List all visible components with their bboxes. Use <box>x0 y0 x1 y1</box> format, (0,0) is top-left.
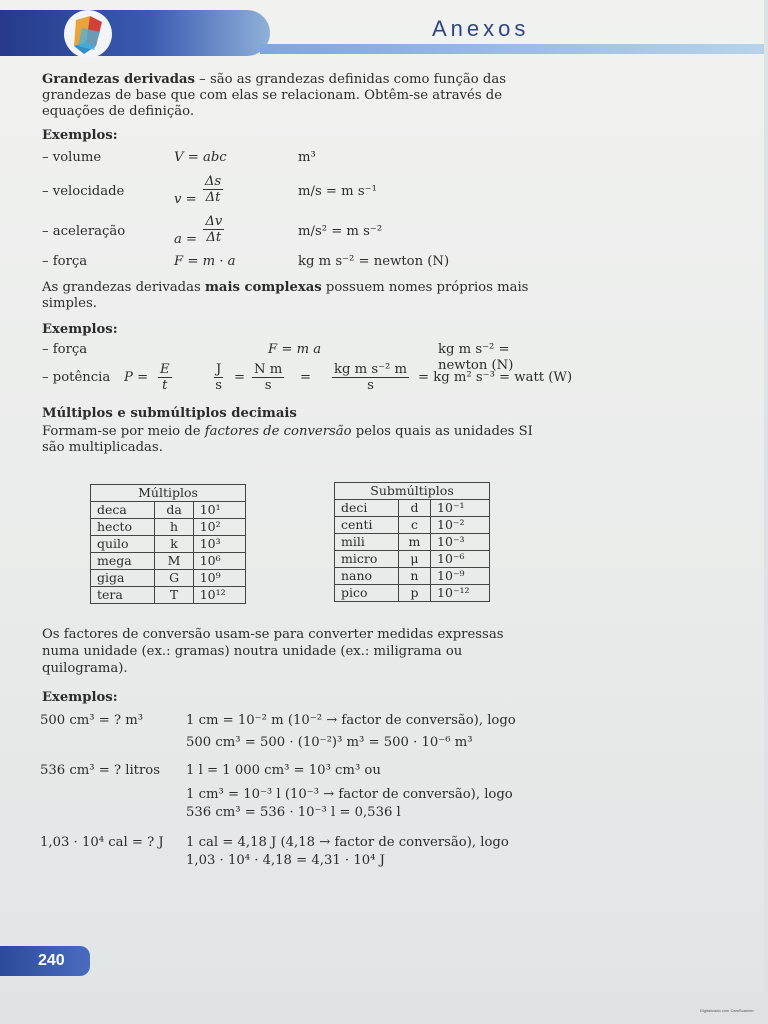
example-row-volume: – volume V = abc m³ <box>42 150 316 165</box>
page-content <box>42 72 573 456</box>
complex-paragraph: As grandezas derivadas mais complexas possuem nomes próprios mais simples. <box>42 280 529 311</box>
table-row: mili m 10⁻³ <box>335 534 490 551</box>
table-row: centi c 10⁻² <box>335 517 490 534</box>
examples-label-3: Exemplos: <box>42 690 118 705</box>
scanner-watermark: Digitalizado com CamScanner <box>700 1008 754 1013</box>
submultiplos-table <box>334 482 490 602</box>
complex-row-potencia: – potência P = $\frac{E}{t}$ $\frac{J}{s}$ = $\frac{\text{N m}}{s}$ = $\frac{\text{kg m s⁻² m}}{s}$ = kg m² s⁻³ = watt (W) <box>42 362 573 393</box>
multiplos-table <box>90 484 246 604</box>
conversion-example: 1,03 · 10⁴ cal = ? J 1 cal = 4,18 J (4,18 → factor de conversão), logo 1,03 · 10⁴ · 4,18 = 4,31 · 10⁴ J <box>40 835 509 868</box>
fraction: $\frac{\text{N m}}{s}$ <box>254 362 283 393</box>
table-row: pico p 10⁻¹² <box>335 585 490 602</box>
conversion-paragraph: Os factores de conversão usam-se para converter medidas expressas numa unidade (ex.: gramas) noutra unidade (ex.: miligrama ou quilograma). <box>42 627 504 676</box>
table-row: mega M 10⁶ <box>91 553 246 570</box>
multiplos-title: Múltiplos <box>91 485 246 502</box>
fraction: $\frac{J}{s}$ <box>215 362 223 393</box>
fraction: $\frac{\Delta v}{\Delta t}$ <box>205 214 223 245</box>
example-row-aceleracao: – aceleração a = $\frac{\Delta v}{\Delta t}$ m/s² = m s⁻² <box>42 214 383 247</box>
derived-text: – são as grandezas definidas como função das grandezas de base que com elas se relacionam. Obtêm-se através de equações de definição. <box>42 72 506 119</box>
derived-term: Grandezas derivadas <box>42 72 195 87</box>
table-row: deca da 10¹ <box>91 502 246 519</box>
header-bar <box>0 10 270 56</box>
table-row: quilo k 10³ <box>91 536 246 553</box>
book-logo-icon <box>56 6 120 60</box>
conversion-example: 500 cm³ = ? m³ 1 cm = 10⁻² m (10⁻² → factor de conversão), logo 500 cm³ = 500 · (10⁻²)³ m³ = 500 · 10⁻⁶ m³ <box>40 713 516 750</box>
table-row: giga G 10⁹ <box>91 570 246 587</box>
fraction: $\frac{\Delta s}{\Delta t}$ <box>204 174 222 205</box>
fraction: $\frac{\text{kg m s⁻² m}}{s}$ <box>334 362 408 393</box>
table-row: micro μ 10⁻⁶ <box>335 551 490 568</box>
conversion-example: 536 cm³ = ? litros 1 l = 1 000 cm³ = 10³ cm³ ou 1 cm³ = 10⁻³ l (10⁻³ → factor de conversão), logo 536 cm³ = 536 · 10⁻³ l = 0,536 l <box>40 763 513 820</box>
examples-label-2: Exemplos: <box>42 322 118 337</box>
page-number: 240 <box>0 946 90 976</box>
example-row-forca: – força F = m · a kg m s⁻² = newton (N) <box>42 254 450 269</box>
table-row: tera T 10¹² <box>91 587 246 604</box>
multiples-paragraph: Formam-se por meio de factores de conversão pelos quais as unidades SI são multiplicadas. <box>42 424 533 455</box>
examples-label: Exemplos: <box>42 128 118 143</box>
example-row-velocidade: – velocidade v = $\frac{\Delta s}{\Delta t}$ m/s = m s⁻¹ <box>42 174 377 207</box>
table-row: deci d 10⁻¹ <box>335 500 490 517</box>
derived-definition <box>42 72 542 120</box>
fraction: $\frac{E}{t}$ <box>160 362 170 393</box>
table-row: hecto h 10² <box>91 519 246 536</box>
submultiplos-title: Submúltiplos <box>335 483 490 500</box>
complex-row-forca: – força F = m a kg m s⁻² = newton (N) <box>42 342 514 373</box>
header-line <box>260 44 764 54</box>
conversion-section <box>42 626 542 874</box>
multiples-heading: Múltiplos e submúltiplos decimais <box>42 406 297 421</box>
table-row: nano n 10⁻⁹ <box>335 568 490 585</box>
section-title: Anexos <box>432 16 530 41</box>
